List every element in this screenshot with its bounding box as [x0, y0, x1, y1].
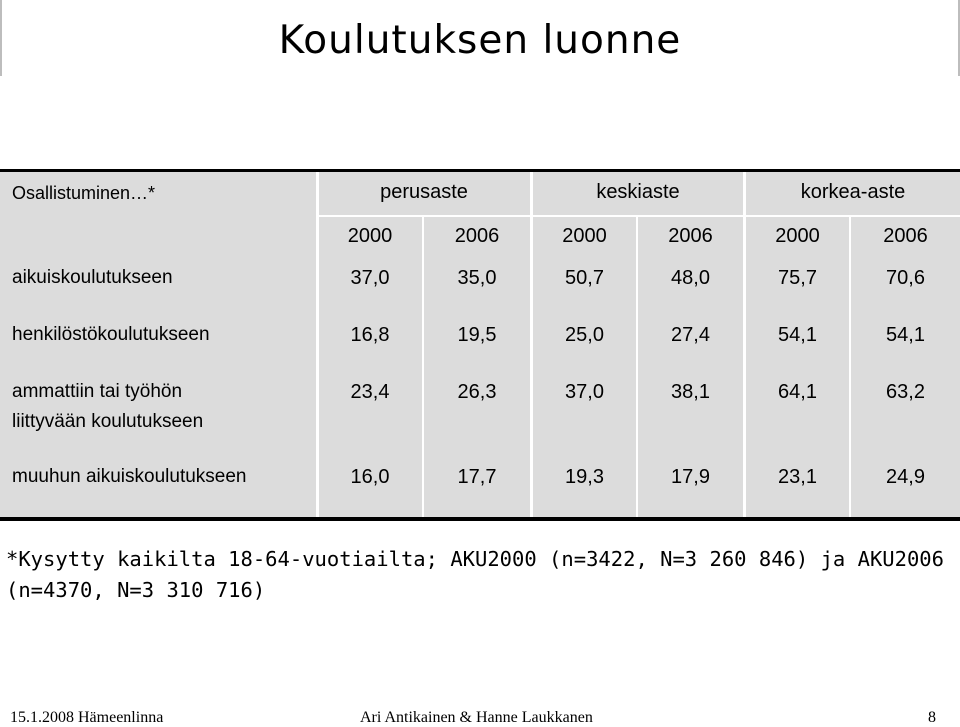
table-cell: 19,5 — [457, 324, 497, 346]
row-label-line-1: ammattiin tai työhön — [12, 381, 183, 402]
table-cell: 25,0 — [565, 324, 604, 346]
year-header: 2000 — [347, 225, 393, 247]
table-cell: 50,7 — [565, 267, 604, 289]
year-header: 2000 — [562, 225, 607, 247]
table-cell: 37,0 — [565, 381, 604, 403]
table-cell: 63,2 — [886, 381, 925, 403]
row-label: henkilöstökoulutukseen — [12, 324, 210, 345]
group-header-keskiaste: keskiaste — [596, 181, 680, 203]
footer-date-place: 15.1.2008 Hämeenlinna — [10, 709, 164, 726]
table-cell: 35,0 — [457, 267, 497, 289]
row-label: aikuiskoulutukseen — [12, 267, 173, 288]
slide-title: Koulutuksen luonne — [278, 18, 682, 63]
group-header-perusaste: perusaste — [380, 181, 468, 203]
group-header-korkea-aste: korkea-aste — [800, 181, 906, 203]
group-header-divider — [318, 215, 960, 217]
footnote: *Kysytty kaikilta 18-64-vuotiailta; AKU2000 (n=3422, N=3 260 846) ja AKU2006 (n=4370, N=3 310 716) — [6, 547, 944, 602]
table-cell: 17,9 — [671, 466, 710, 488]
year-header: 2000 — [775, 225, 820, 247]
table-cell: 37,0 — [350, 267, 390, 289]
participation-table — [0, 169, 960, 521]
footer-page-number: 8 — [928, 709, 936, 726]
table-cell: 54,1 — [778, 324, 817, 346]
table-cell: 19,3 — [565, 466, 604, 488]
table-cell: 38,1 — [671, 381, 710, 403]
table-cell: 24,9 — [886, 466, 925, 488]
corner-label: Osallistuminen…* — [12, 183, 156, 203]
year-header: 2006 — [883, 225, 928, 247]
table-cell: 23,1 — [778, 466, 817, 488]
table-cell: 23,4 — [350, 381, 390, 403]
row-label: muuhun aikuiskoulutukseen — [12, 466, 247, 487]
year-header: 2006 — [668, 225, 713, 247]
table-cell: 75,7 — [778, 267, 817, 289]
table-cell: 48,0 — [671, 267, 710, 289]
table-cell: 64,1 — [778, 381, 817, 403]
footer-authors: Ari Antikainen & Hanne Laukkanen — [360, 709, 593, 726]
table-cell: 16,8 — [350, 324, 390, 346]
table-cell: 16,0 — [350, 466, 390, 488]
table-cell: 17,7 — [457, 466, 497, 488]
table-bottom-rule — [0, 517, 960, 521]
year-header: 2006 — [454, 225, 500, 247]
table-cell: 26,3 — [457, 381, 497, 403]
table-cell: 54,1 — [886, 324, 925, 346]
table-cell: 70,6 — [886, 267, 925, 289]
table-top-rule — [0, 169, 960, 172]
table-cell: 27,4 — [671, 324, 710, 346]
row-label-line-2: liittyvään koulutukseen — [12, 411, 204, 432]
